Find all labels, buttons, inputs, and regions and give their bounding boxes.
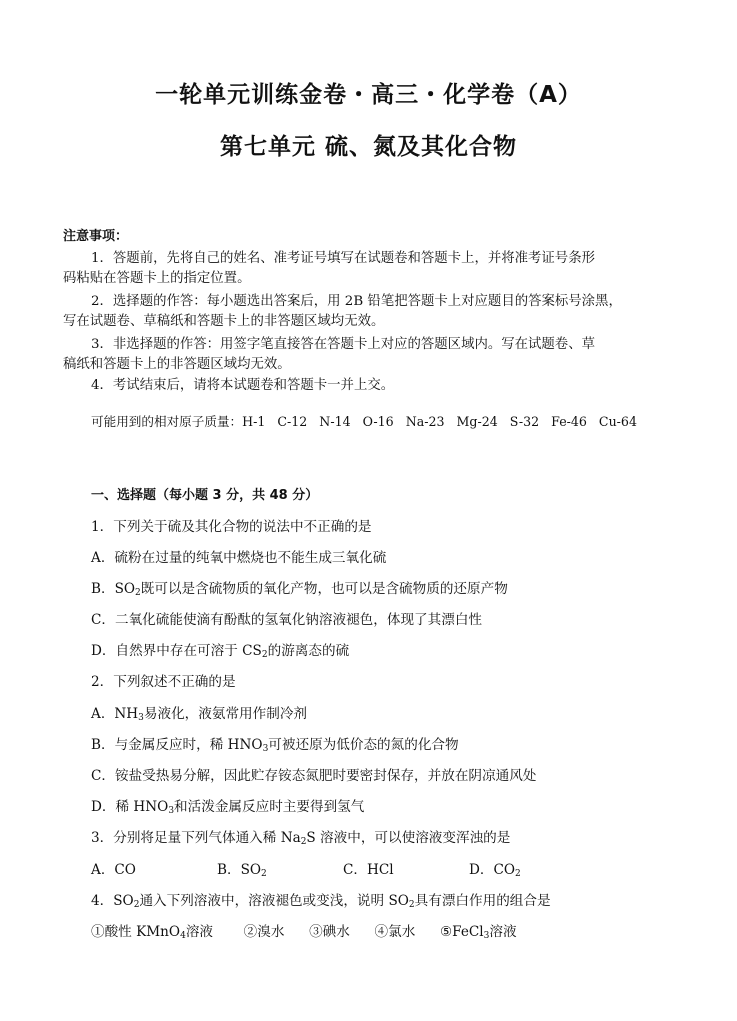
question-1-option-b: B．$SO_2$既可以是含硫物质的氧化产物，也可以是含硫物质的还原产物 — [91, 581, 508, 598]
question-1-stem: 1．下列关于硫及其化合物的说法中不正确的是 — [91, 519, 372, 535]
page-title: 一轮单元训练金卷・高三・化学卷（A） — [155, 82, 582, 108]
notice-heading: 注意事项： — [63, 229, 129, 244]
question-4-choices — [91, 923, 517, 941]
question-2-option-b: B．与金属反应时，稀 $HNO_3$可被还原为低价态的氮的化合物 — [91, 737, 459, 754]
question-3-option-a: A．CO — [91, 862, 136, 878]
question-1-option-a: A．硫粉在过量的纯氧中燃烧也不能生成三氧化硫 — [91, 550, 387, 566]
question-1-option-c: C．二氧化硫能使滴有酚酞的氢氧化钠溶液褪色，体现了其漂白性 — [91, 612, 483, 628]
question-2-option-c: C．铵盐受热易分解，因此贮存铵态氮肥时要密封保存，并放在阴凉通风处 — [91, 768, 537, 784]
question-4-stem: 4．$SO_2$通入下列溶液中，溶液褪色或变浅，说明 $SO_2$具有漂白作用的组合是 — [91, 893, 551, 910]
notice-item-1-line-1: 1．答题前，先将自己的姓名、准考证号填写在试题卷和答题卡上，并将准考证号条形 — [91, 251, 595, 266]
question-3-option-c: C．HCl — [343, 862, 394, 878]
question-2-option-a: A．$NH_3$易液化，液氨常用作制冷剂 — [91, 706, 308, 723]
question-4-choice-5: ⑤FeCl$_3$溶液 — [439, 924, 517, 941]
question-4-choice-3: ③碘水 — [309, 924, 350, 940]
question-2-option-d: D．稀 $HNO_3$和活泼金属反应时主要得到氢气 — [91, 799, 365, 816]
notice-item-1-line-2: 码粘贴在答题卡上的指定位置。 — [63, 271, 251, 286]
section-heading-choice: 一、选择题（每小题 3 分，共 48 分） — [91, 488, 319, 503]
question-3-stem: 3．分别将足量下列气体通入稀 $Na_2S$ 溶液中，可以使溶液变浑浊的是 — [91, 830, 511, 847]
notice-item-2-line-2: 写在试题卷、草稿纸和答题卡上的非答题区域均无效。 — [63, 314, 385, 329]
question-3-option-b: B．$SO_2$ — [217, 862, 267, 879]
question-1-option-d: D．自然界中存在可溶于 $CS_2$的游离态的硫 — [91, 643, 350, 660]
notice-item-4: 4．考试结束后，请将本试题卷和答题卡一并上交。 — [91, 378, 395, 393]
notice-item-3-line-1: 3．非选择题的作答：用签字笔直接答在答题卡上对应的答题区域内。写在试题卷、草 — [91, 337, 595, 352]
atomic-masses: 可能用到的相对原子质量：H-1 C-12 N-14 O-16 Na-23 Mg-24 S-32 Fe-46 Cu-64 — [91, 414, 637, 429]
notice-item-3-line-2: 稿纸和答题卡上的非答题区域均无效。 — [63, 357, 291, 372]
notice-item-2-line-1: 2．选择题的作答：每小题选出答案后，用 2B 铅笔把答题卡上对应题目的答案标号涂黑， — [91, 294, 622, 309]
question-4-choice-1: ①酸性 KMnO$_4$溶液 — [91, 924, 213, 941]
unit-subtitle: 第七单元 硫、氮及其化合物 — [219, 134, 517, 160]
question-3-option-d: D．$CO_2$ — [469, 862, 521, 879]
question-3-options — [91, 861, 595, 879]
question-2-stem: 2．下列叙述不正确的是 — [91, 674, 236, 690]
question-4-choice-2: ②溴水 — [243, 924, 285, 940]
question-4-choice-4: ④氯水 — [374, 924, 416, 940]
